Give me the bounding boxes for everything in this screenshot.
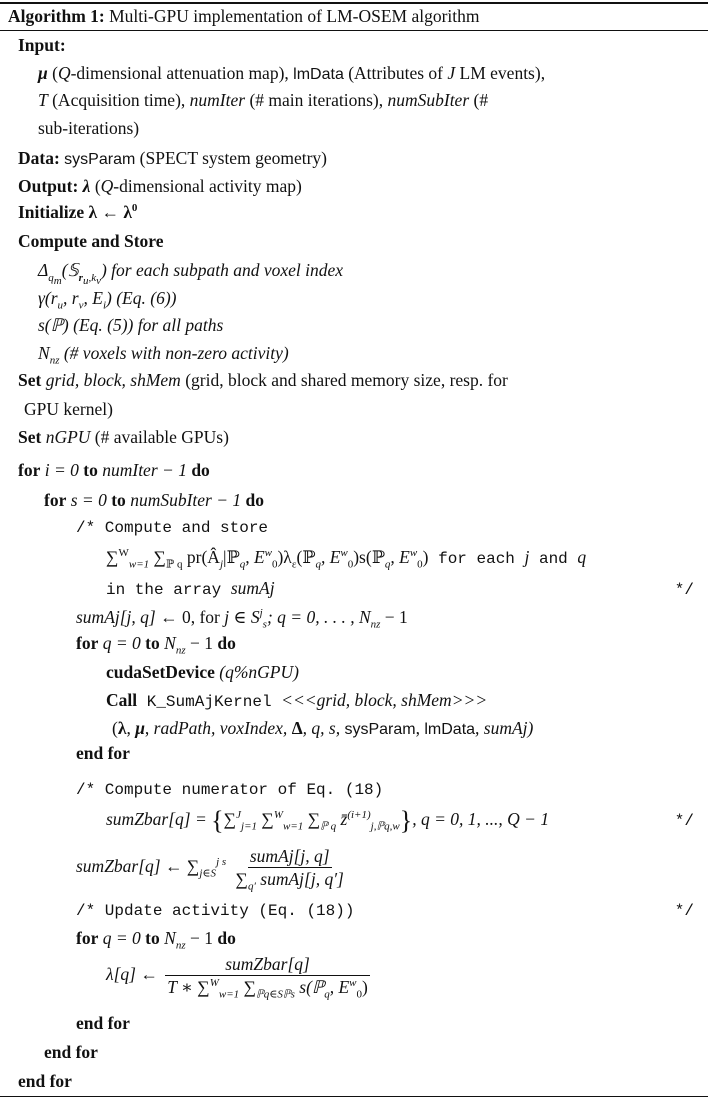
kw: for — [18, 460, 41, 480]
sup: 0 — [131, 202, 138, 215]
math: pr(Â — [182, 547, 220, 567]
comment-text: /* Update activity (Eq. (18)) — [76, 902, 355, 920]
sub: u — [57, 299, 64, 312]
sub: nz — [370, 618, 381, 631]
math: q — [577, 547, 587, 567]
sub: q — [239, 558, 246, 571]
math: <<<grid, block, shMem>>> — [281, 690, 488, 710]
sum-symbol: ∑ — [235, 869, 249, 890]
comment-numerator: /* Compute numerator of Eq. (18) — [76, 781, 384, 799]
math: sumZbar[q] = — [106, 809, 212, 829]
sum-symbol: ∑ — [197, 977, 210, 998]
bottom-rule — [0, 1096, 708, 1097]
math: |ℙ — [223, 547, 240, 567]
data-keyword: Data: — [18, 148, 60, 168]
lambda-update-line — [106, 954, 373, 1001]
kw: for — [76, 633, 99, 653]
numerator: sumZbar[q] — [165, 954, 370, 976]
kw: for — [44, 490, 67, 510]
sub: w=1 — [128, 558, 150, 571]
sup: w — [264, 547, 272, 560]
sum-symbol: ∑ — [307, 809, 321, 829]
sum-symbol: ∑ — [239, 977, 257, 998]
lambda-symbol: λ — [82, 176, 91, 196]
math: , E — [83, 288, 103, 308]
comment-compute-store: /* Compute and store — [76, 519, 269, 537]
sub: 0 — [356, 988, 362, 1001]
math: Δ — [291, 718, 303, 738]
math-var: numSubIter — [387, 90, 470, 110]
nnz-line — [38, 342, 289, 367]
math: (ℙ — [296, 547, 316, 567]
sub: 0 — [417, 558, 423, 571]
text: and — [529, 550, 578, 568]
math: μ — [135, 718, 145, 738]
input-line-2 — [38, 89, 488, 111]
math: Δ — [38, 260, 49, 280]
sub: v — [78, 299, 84, 312]
math-var: J — [447, 63, 456, 83]
kernel-name: K_SumAjKernel — [137, 693, 282, 711]
sub: j — [219, 558, 224, 571]
math: , E — [320, 547, 341, 567]
math: radPath, voxIndex, — [153, 718, 292, 738]
sum-symbol: ∑ — [261, 809, 274, 829]
math: q = 0 — [98, 633, 146, 653]
sub: i — [102, 299, 107, 312]
comment-close: */ — [674, 581, 694, 599]
sub: j∈S — [199, 867, 217, 880]
set-keyword: Set — [18, 427, 42, 447]
sum-symbol: ∑ — [223, 809, 237, 829]
input-keyword: Input: — [18, 35, 66, 55]
sup: w — [340, 547, 348, 560]
math: )λ — [277, 547, 292, 567]
brace: { — [211, 806, 224, 835]
end-for-i: end for — [18, 1071, 72, 1091]
sub: m — [53, 274, 62, 287]
title-rule — [0, 30, 708, 31]
math: ) — [362, 977, 368, 998]
sub: q — [315, 558, 321, 571]
comment-close: */ — [674, 902, 694, 920]
math: ) — [422, 547, 429, 567]
for-q-line-1 — [76, 632, 236, 657]
output-line — [18, 175, 302, 197]
sup: w — [409, 547, 418, 560]
kw: do — [245, 490, 265, 510]
set-grid-cont: GPU kernel) — [24, 399, 113, 419]
sub: r — [78, 271, 83, 284]
set-grid-line — [18, 369, 508, 391]
text: (SPECT system geometry) — [135, 148, 327, 168]
math: λ — [117, 718, 127, 738]
text: (grid, block and shared memory size, resp. for — [180, 370, 508, 390]
s-line: s(ℙ) (Eq. (5)) for all paths — [38, 315, 224, 335]
denominator — [165, 976, 370, 1001]
math: j ∈ S — [224, 607, 260, 627]
sub: ε — [291, 558, 297, 571]
algorithm-caption: Multi-GPU implementation of LM-OSEM algorithm — [109, 6, 480, 26]
math: s(ℙ — [294, 977, 325, 998]
math: T ∗ — [167, 977, 198, 998]
math: N — [38, 343, 50, 363]
math: numSubIter − 1 — [125, 490, 246, 510]
text: ( — [90, 176, 101, 196]
call-kernel-line — [106, 689, 487, 713]
sub: ,k — [88, 271, 97, 284]
math: (𝕊 — [61, 260, 79, 280]
fraction — [165, 954, 370, 1001]
math-var: T — [38, 90, 48, 110]
end-for-q2: end for — [76, 1013, 130, 1033]
cuda-set-device-line — [106, 661, 299, 683]
denominator — [234, 868, 346, 893]
kw: to — [111, 490, 126, 510]
text: ) (Eq. (6)) — [106, 288, 177, 308]
end-for-q1: end for — [76, 743, 130, 763]
sub: v — [96, 274, 101, 287]
math: j — [524, 547, 530, 567]
text: (Acquisition time), — [47, 90, 190, 110]
comment-close: */ — [674, 812, 694, 830]
brace: } — [399, 806, 413, 835]
sub: ℙ q — [320, 820, 337, 833]
math: , q, s, — [302, 718, 345, 738]
compute-store-keyword: Compute and Store — [18, 231, 164, 251]
text: , — [415, 718, 425, 738]
algorithm-title — [8, 5, 480, 27]
sub: s — [262, 618, 267, 631]
data-line — [18, 147, 327, 171]
text: (# main iterations), — [245, 90, 388, 110]
math: , q = 0, 1, ..., Q − 1 — [412, 809, 550, 829]
math: i = 0 — [40, 460, 84, 480]
comment-sum-line — [106, 546, 586, 570]
initialize-line — [18, 201, 137, 223]
for-s-line — [44, 489, 264, 511]
sub: j,ℙq,w — [370, 820, 400, 833]
text: LM events), — [455, 63, 546, 83]
output-keyword: Output: — [18, 176, 79, 196]
sum-symbol: ∑ — [186, 856, 200, 876]
math: sumAj[j, q] — [76, 607, 156, 627]
text: for each — [428, 550, 525, 568]
sum-symbol: ∑ — [149, 547, 166, 567]
math: γ(r — [38, 288, 58, 308]
math: nGPU — [45, 427, 91, 447]
kw: to — [83, 460, 98, 480]
mu-symbol: μ — [38, 63, 48, 83]
sub: q — [324, 988, 330, 1001]
math: − 1 — [380, 607, 408, 627]
math: λ[q] ← — [106, 964, 163, 984]
sup: w — [349, 977, 357, 990]
sumzbar-update-line — [76, 846, 349, 893]
init-sumaj-line — [76, 606, 408, 631]
text: ( — [112, 718, 118, 738]
for-q-line-2 — [76, 927, 236, 952]
top-rule — [0, 2, 708, 4]
sub: ℙq∈Sℙs — [256, 988, 295, 1001]
sub: nz — [175, 644, 186, 657]
algorithm-label: Algorithm 1: — [8, 6, 105, 26]
text: -dimensional attenuation map), — [70, 63, 294, 83]
input-line-3: sub-iterations) — [38, 118, 140, 138]
input-line-1 — [38, 62, 545, 86]
kw: to — [145, 633, 160, 653]
math: − 1 — [185, 633, 218, 653]
for-i-line — [18, 459, 210, 481]
lmdata-var: lmData — [424, 721, 476, 738]
text: -dimensional activity map) — [113, 176, 302, 196]
math: , E — [329, 977, 350, 998]
math: N — [159, 633, 176, 653]
math: )s(ℙ — [353, 547, 385, 567]
sup: j s — [216, 856, 227, 869]
math: , sumAj) — [475, 718, 534, 738]
math: sumAj — [230, 578, 275, 598]
sup: j — [259, 607, 263, 620]
kw: do — [217, 928, 236, 948]
sumzbar-def-math — [106, 806, 550, 835]
sub: ℙ q — [166, 558, 183, 571]
kw: to — [145, 928, 160, 948]
kw: for — [76, 928, 99, 948]
sub: 0 — [271, 558, 278, 571]
sub: 0 — [347, 558, 354, 571]
text: ← 0, for — [155, 607, 225, 627]
sumzbar-def-line — [106, 806, 694, 835]
math: , E — [245, 547, 265, 567]
text: , — [126, 718, 136, 738]
kw: do — [191, 460, 210, 480]
math: numIter − 1 — [97, 460, 192, 480]
sub: nz — [175, 939, 186, 952]
math: − 1 — [185, 928, 218, 948]
sub: u — [82, 274, 89, 287]
lmdata-var: lmData — [293, 66, 344, 83]
sub: q — [384, 558, 391, 571]
call-keyword: Call — [106, 690, 138, 710]
text: in the array — [106, 581, 231, 599]
math: , E — [390, 547, 410, 567]
sup: W — [118, 547, 129, 560]
text: (# voxels with non-zero activity) — [59, 343, 289, 363]
sup: W — [273, 809, 284, 822]
call-args-line — [112, 717, 533, 741]
kw: do — [217, 633, 236, 653]
text: Initialize λ ← λ — [18, 202, 132, 222]
math-var: Q — [100, 176, 114, 196]
sysparam-var: sysParam — [344, 721, 416, 738]
comment-array-line — [106, 577, 694, 601]
math: (q%nGPU) — [214, 662, 299, 682]
math: q = 0 — [98, 928, 146, 948]
math: N — [159, 928, 176, 948]
sub: w=1 — [218, 988, 240, 1001]
sub: q — [48, 271, 54, 284]
comment-update-activity — [76, 900, 694, 922]
sup: (i+1) — [347, 809, 371, 822]
math: s = 0 — [66, 490, 112, 510]
text: (Attributes of — [343, 63, 448, 83]
text: ( — [47, 63, 58, 83]
comment-array-text — [106, 577, 275, 601]
math: ; q = 0, . . . , N — [266, 607, 371, 627]
function-name: cudaSetDevice — [106, 662, 215, 682]
sum-symbol: ∑ — [106, 547, 119, 567]
sub: w=1 — [283, 820, 304, 833]
math: grid, block, shMem — [45, 370, 181, 390]
math: sumZbar[q] ← — [76, 856, 187, 876]
fraction — [234, 846, 346, 893]
math-var: Q — [57, 63, 71, 83]
delta-line — [38, 259, 344, 287]
numerator: sumAj[j, q] — [249, 846, 330, 867]
sub: q′ — [248, 880, 256, 893]
end-for-s: end for — [44, 1042, 98, 1062]
set-ngpu-line — [18, 426, 229, 448]
gamma-line — [38, 287, 177, 312]
sysparam-var: sysParam — [64, 151, 136, 168]
text: , — [144, 718, 154, 738]
text: ) for each subpath and voxel index — [100, 260, 344, 280]
math: z̄ — [340, 809, 348, 829]
math-var: numIter — [189, 90, 246, 110]
math: sumAj[j, q′] — [255, 869, 344, 890]
sub: nz — [49, 354, 60, 367]
text: (# available GPUs) — [90, 427, 229, 447]
text: (# — [469, 90, 489, 110]
set-keyword: Set — [18, 370, 42, 390]
math: , r — [63, 288, 79, 308]
sup: W — [209, 977, 219, 990]
sub: j=1 — [241, 820, 258, 833]
sup: J — [236, 809, 242, 822]
